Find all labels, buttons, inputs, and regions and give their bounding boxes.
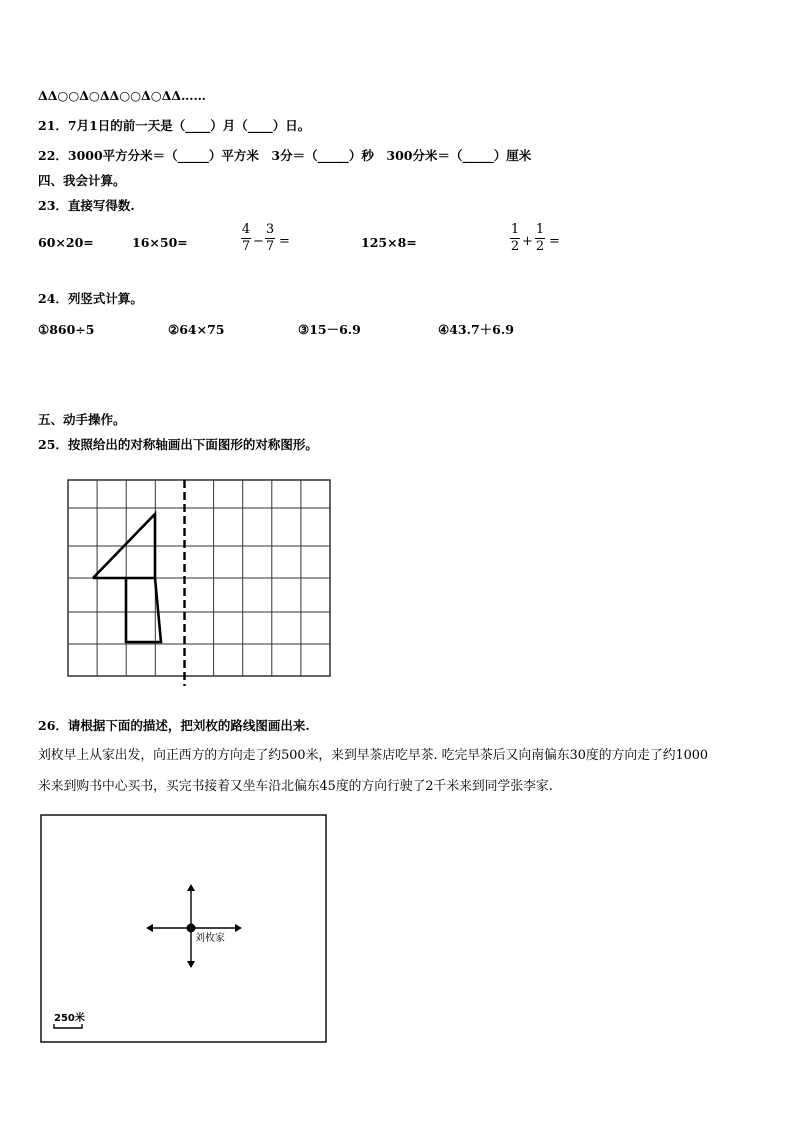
- vertical-calc-2: ②64×75: [168, 322, 225, 337]
- fraction-denominator: 2: [535, 239, 545, 254]
- question-26-desc-line-1: 刘枚早上从家出发，向正西方的方向走了约500米，来到早茶店吃早茶. 吃完早茶后又向南偏东30度的方向走了约1000: [38, 748, 709, 763]
- route-map: [40, 814, 330, 1046]
- fraction-1-2-b: [535, 223, 545, 254]
- fraction-3-7: [265, 223, 275, 254]
- question-21: 21．7月1日的前一天是（____）月（____）日。: [38, 118, 311, 133]
- symmetry-grid: [60, 472, 340, 692]
- equals-sign: =: [549, 234, 560, 249]
- calc-item-1: 60×20=: [38, 235, 94, 250]
- vertical-calc-4: ④43.7＋6.9: [438, 322, 514, 337]
- fraction-1-2-a: [510, 223, 520, 254]
- question-25-title: 25．按照给出的对称轴画出下面图形的对称图形。: [38, 437, 318, 452]
- fraction-denominator: 2: [510, 239, 520, 254]
- question-22: 22．3000平方分米＝（_____）平方米 3分＝（_____）秒 300分米＝（_____）厘米: [38, 148, 532, 163]
- equals-sign: =: [279, 234, 290, 249]
- question-26-desc-line-2: 米来到购书中心买书，买完书接着又坐车沿北偏东45度的方向行驶了2千米来到同学张李家.: [38, 779, 553, 794]
- fraction-4-7: [241, 223, 251, 254]
- home-point-icon: [187, 924, 196, 933]
- vertical-calc-3: ③15－6.9: [298, 322, 361, 337]
- question-23-title: 23．直接写得数.: [38, 198, 135, 213]
- minus-operator: −: [253, 234, 264, 249]
- plus-operator: +: [522, 234, 533, 249]
- calc-item-3: 125×8=: [361, 235, 417, 250]
- fraction-numerator: 4: [241, 222, 251, 237]
- vertical-calc-1: ①860÷5: [38, 322, 95, 337]
- home-label: 刘枚家: [195, 933, 225, 944]
- section-5-heading: 五、动手操作。: [38, 412, 126, 427]
- pattern-line: ΔΔ○○Δ○ΔΔ○○Δ○ΔΔ……: [38, 88, 207, 103]
- section-4-heading: 四、我会计算。: [38, 173, 126, 188]
- fraction-denominator: 7: [241, 239, 251, 254]
- question-24-title: 24．列竖式计算。: [38, 291, 143, 306]
- scale-label: 250米: [54, 1013, 85, 1024]
- fraction-numerator: 3: [265, 222, 275, 237]
- fraction-numerator: 1: [510, 222, 520, 237]
- question-26-title: 26．请根据下面的描述，把刘枚的路线图画出来.: [38, 718, 310, 733]
- calc-item-2: 16×50=: [132, 235, 188, 250]
- fraction-denominator: 7: [265, 239, 275, 254]
- fraction-numerator: 1: [535, 222, 545, 237]
